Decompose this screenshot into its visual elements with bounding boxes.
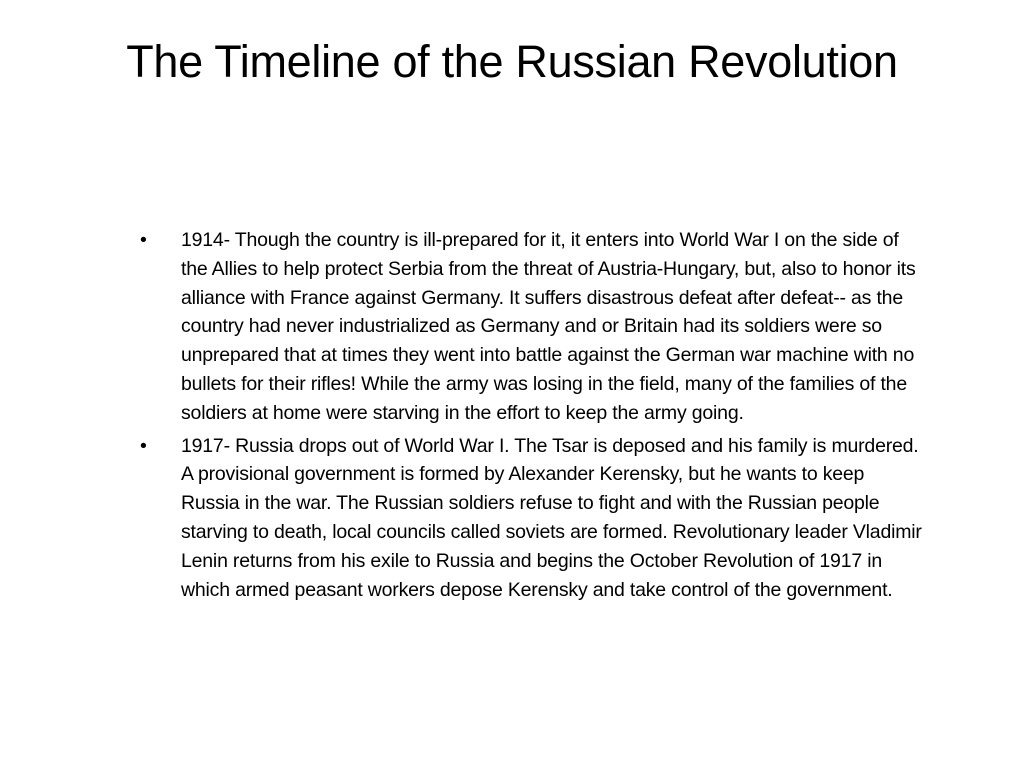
bullet-text: 1914- Though the country is ill-prepared for it, it enters into World War I on the side of the Allies to help protect Serbia from the threat of Austria-Hungary, but, also to honor its alliance with France against Germany. It suffers disastrous defeat after defeat-- as the country had never industrialized as Germany and or Britain had its soldiers were so unprepared that at times they went into battle against the German war machine with no bullets for their rifles! While the army was losing in the field, many of the families of the soldiers at home were starving in the effort to keep the army going. bbox=[181, 229, 916, 424]
list-item bbox=[140, 432, 924, 605]
slide-title: The Timeline of the Russian Revolution bbox=[126, 36, 898, 87]
list-item bbox=[140, 226, 924, 428]
bullet-icon: • bbox=[140, 434, 147, 457]
bullet-icon: • bbox=[140, 229, 147, 251]
bullet-list bbox=[140, 226, 924, 608]
bullet-text: 1917- Russia drops out of World War I. The Tsar is deposed and his family is murdered. A provisional government is formed by Alexander Kerensky, but he wants to keep Russia in the war. The Russian soldiers refuse to fight and with the Russian people starving to death, local councils called soviets are formed. Revolutionary leader Vladimir Lenin returns from his exile to Russia and begins the October Revolution of 1917 in which armed peasant workers depose Kerensky and take control of the government. bbox=[181, 434, 922, 601]
